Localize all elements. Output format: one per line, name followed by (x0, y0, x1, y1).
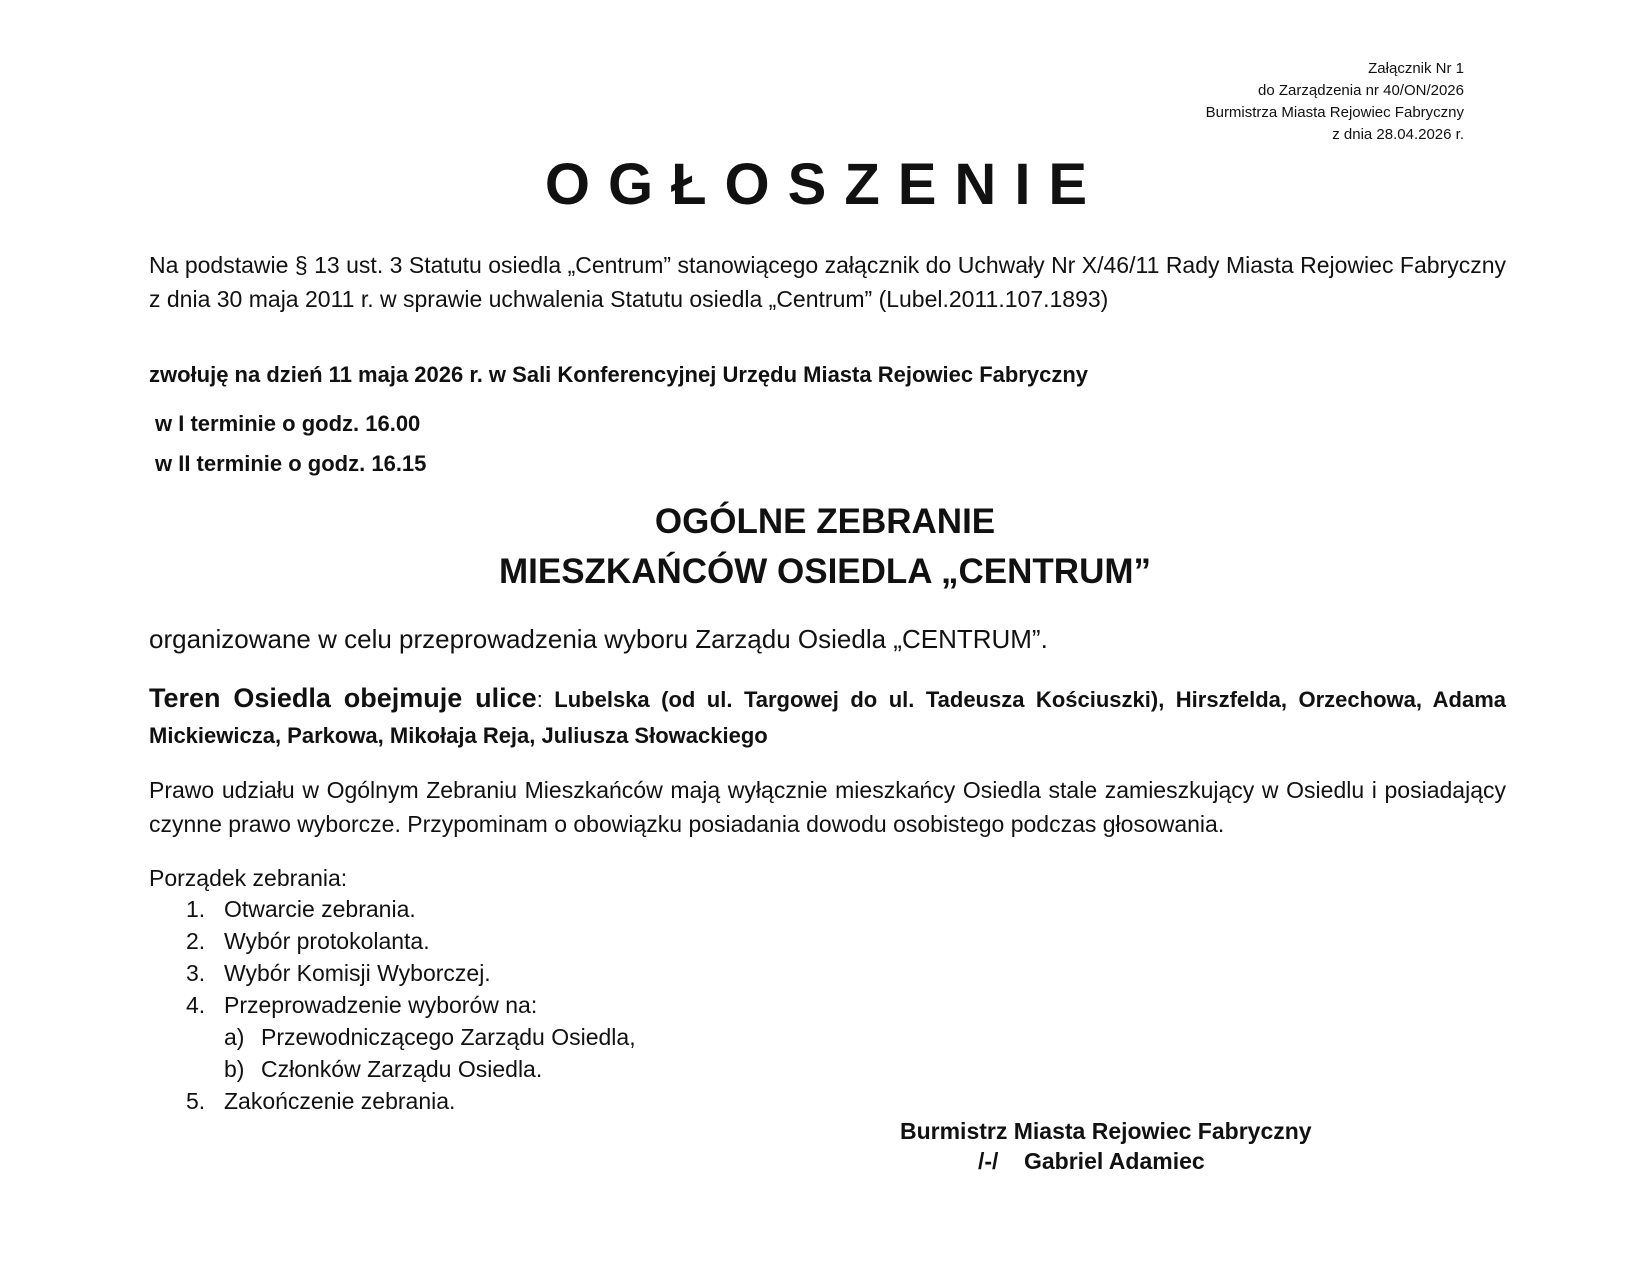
agenda-item-number: 5. (186, 1088, 206, 1114)
agenda-item-number: 2. (186, 928, 206, 954)
purpose-line: organizowane w celu przeprowadzenia wyboru Zarządu Osiedla „CENTRUM”. (149, 624, 1048, 654)
convene-line: zwołuję na dzień 11 maja 2026 r. w Sali Konferencyjnej Urzędu Miasta Rejowiec Fabryczny (149, 362, 1089, 387)
agenda-subitem-letter: b) (224, 1056, 245, 1082)
annex-line: do Zarządzenia nr 40/ON/2026 (1258, 82, 1464, 99)
streets-lead: Teren Osiedla obejmuje ulice (149, 683, 537, 713)
annex-reference (1206, 58, 1464, 146)
agenda-subitem-text: Przewodniczącego Zarządu Osiedla, (261, 1024, 636, 1050)
legal-basis-paragraph: Na podstawie § 13 ust. 3 Statutu osiedla „Centrum” stanowiącego załącznik do Uchwały Nr X/46/11 Rady Miasta Rejowiec Fabryczny z dnia 30 maja 2011 r. w sprawie uchwalenia Statutu osiedla „Centrum” (Lubel.2011.107.1893) (149, 252, 1506, 312)
streets-colon: : (536, 687, 543, 712)
agenda-item-text: Wybór Komisji Wyborczej. (224, 960, 491, 986)
signature-role: Burmistrz Miasta Rejowiec Fabryczny (900, 1118, 1312, 1144)
agenda-item-text: Przeprowadzenie wyborów na: (224, 992, 538, 1018)
streets-list: Lubelska (od ul. Targowej do ul. Tadeusza Kościuszki), Hirszfelda, Orzechowa, Adama Mickiewicza, Parkowa, Mikołaja Reja, Juliusza Słowackiego (149, 687, 1506, 748)
second-term-line: w II terminie o godz. 16.15 (155, 451, 427, 476)
streets-paragraph (149, 680, 1506, 754)
agenda-subitem-text: Członków Zarządu Osiedla. (261, 1056, 543, 1082)
agenda-title: Porządek zebrania: (149, 865, 348, 891)
agenda-item-text: Zakończenie zebrania. (224, 1088, 456, 1114)
meeting-headline-line2: MIESZKAŃCÓW OSIEDLA „CENTRUM” (498, 552, 1151, 591)
agenda-item-text: Wybór protokolanta. (224, 928, 430, 954)
first-term-line: w I terminie o godz. 16.00 (155, 411, 421, 436)
signature-mark: /-/ (978, 1148, 999, 1174)
meeting-headline-line1: OGÓLNE ZEBRANIE (654, 502, 996, 541)
signature-name: Gabriel Adamiec (1024, 1148, 1205, 1174)
annex-line: Załącznik Nr 1 (1368, 60, 1464, 77)
agenda-item-number: 1. (186, 896, 206, 922)
agenda-subitem-letter: a) (224, 1024, 245, 1050)
signature-name-line (900, 1146, 1312, 1176)
annex-line: Burmistrza Miasta Rejowiec Fabryczny (1205, 104, 1464, 121)
agenda-item-text: Otwarcie zebrania. (224, 896, 416, 922)
agenda-item-number: 3. (186, 960, 206, 986)
signature-block (900, 1116, 1312, 1176)
agenda-item-number: 4. (186, 992, 206, 1018)
document-title: OGŁOSZENIE (544, 152, 1106, 217)
annex-line: z dnia 28.04.2026 r. (1332, 126, 1464, 143)
voting-rights-paragraph: Prawo udziału w Ogólnym Zebraniu Mieszkańców mają wyłącznie mieszkańcy Osiedla stale zamieszkujący w Osiedlu i posiadający czynne prawo wyborcze. Przypominam o obowiązku posiadania dowodu osobistego podczas głosowania. (149, 777, 1506, 837)
